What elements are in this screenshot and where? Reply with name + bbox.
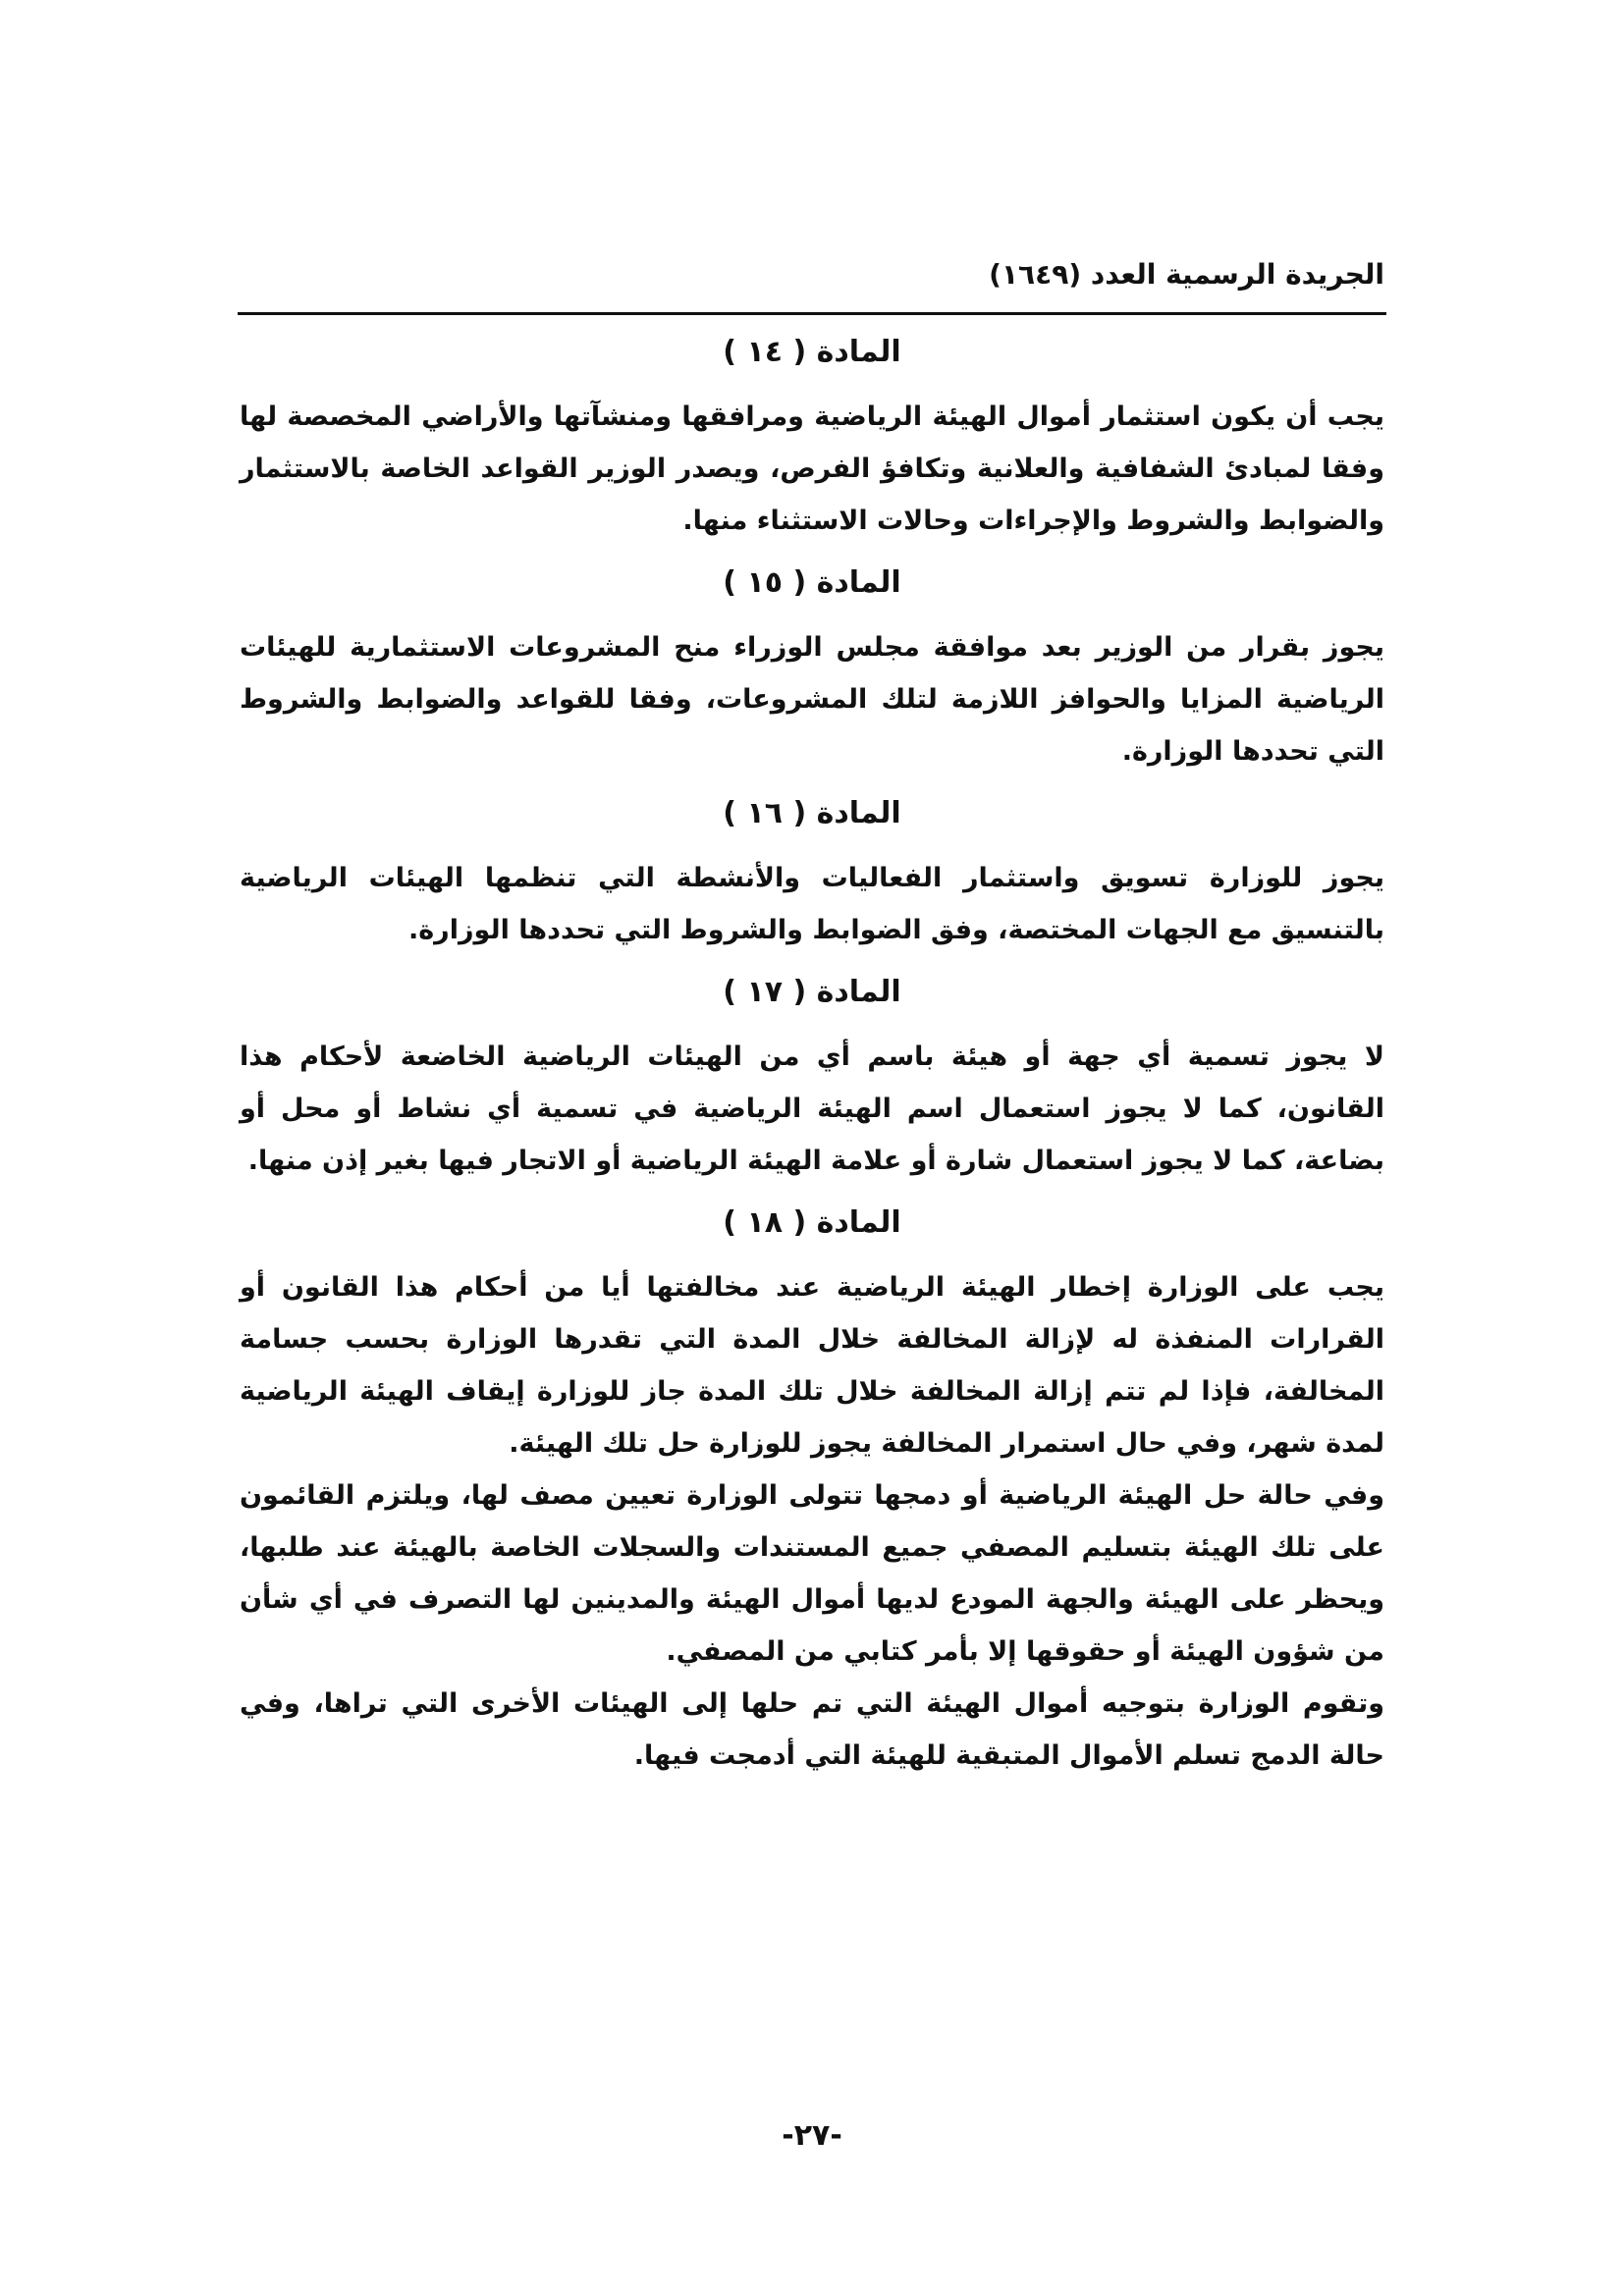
article-paragraph: يجب أن يكون استثمار أموال الهيئة الرياضية ومرافقها ومنشآتها والأراضي المخصصة لها وفقا لمبادئ الشفافية والعلانية وتكافؤ الفرص، ويصدر الوزير القواعد الخاصة بالاستثمار والضوابط والشروط والإجراءات وحالات الاستثناء منها. (240, 401, 1384, 536)
header-rule (238, 312, 1386, 315)
article-16 (240, 791, 1384, 970)
article-paragraph: يجوز بقرار من الوزير بعد موافقة مجلس الوزراء منح المشروعات الاستثمارية للهيئات الرياضية المزايا والحوافز اللازمة لتلك المشروعات، وفقا للقواعد والضوابط والشروط التي تحددها الوزارة. (240, 632, 1384, 767)
article-heading: المادة ( ١٧ ) (723, 975, 901, 1009)
article-14 (240, 330, 1384, 561)
page-number: -٢٧- (782, 2118, 842, 2153)
article-body (240, 391, 1384, 547)
article-15 (240, 561, 1384, 791)
article-paragraph: يجوز للوزارة تسويق واستثمار الفعاليات والأنشطة التي تنظمها الهيئات الرياضية بالتنسيق مع الجهات المختصة، وفق الضوابط والشروط التي تحددها الوزارة. (240, 863, 1384, 945)
article-body (240, 1261, 1384, 1782)
article-paragraph: لا يجوز تسمية أي جهة أو هيئة باسم أي من الهيئات الرياضية الخاضعة لأحكام هذا القانون، كما لا يجوز استعمال اسم الهيئة الرياضية في تسمية أي نشاط أو محل أو بضاعة، كما لا يجوز استعمال شارة أو علامة الهيئة الرياضية أو الاتجار فيها بغير إذن منها. (240, 1041, 1384, 1176)
article-heading: المادة ( ١٦ ) (723, 796, 901, 830)
article-paragraph: وفي حالة حل الهيئة الرياضية أو دمجها تتولى الوزارة تعيين مصف لها، ويلتزم القائمون على تلك الهيئة بتسليم المصفي جميع المستندات والسجلات الخاصة بالهيئة عند طلبها، ويحظر على الهيئة والجهة المودع لديها أموال الهيئة والمدينين لها التصرف في أي شأن من شؤون الهيئة أو حقوقها إلا بأمر كتابي من المصفي. (240, 1480, 1384, 1667)
article-body (240, 621, 1384, 777)
article-heading: المادة ( ١٥ ) (723, 565, 901, 600)
article-body (240, 1031, 1384, 1187)
article-18 (240, 1201, 1384, 1782)
article-17 (240, 970, 1384, 1201)
article-heading: المادة ( ١٤ ) (723, 335, 901, 369)
running-header: الجريدة الرسمية العدد (١٦٤٩) (989, 258, 1384, 291)
article-heading: المادة ( ١٨ ) (723, 1205, 901, 1240)
article-paragraph: يجب على الوزارة إخطار الهيئة الرياضية عند مخالفتها أيا من أحكام هذا القانون أو القرارات المنفذة له لإزالة المخالفة خلال المدة التي تقدرها الوزارة بحسب جسامة المخالفة، فإذا لم تتم إزالة المخالفة خلال تلك المدة جاز للوزارة إيقاف الهيئة الرياضية لمدة شهر، وفي حال استمرار المخالفة يجوز للوزارة حل تلك الهيئة. (240, 1272, 1384, 1459)
article-paragraph: وتقوم الوزارة بتوجيه أموال الهيئة التي تم حلها إلى الهيئات الأخرى التي تراها، وفي حالة الدمج تسلم الأموال المتبقية للهيئة التي أدمجت فيها. (240, 1688, 1384, 1771)
article-body (240, 852, 1384, 956)
page-content (240, 330, 1384, 1782)
